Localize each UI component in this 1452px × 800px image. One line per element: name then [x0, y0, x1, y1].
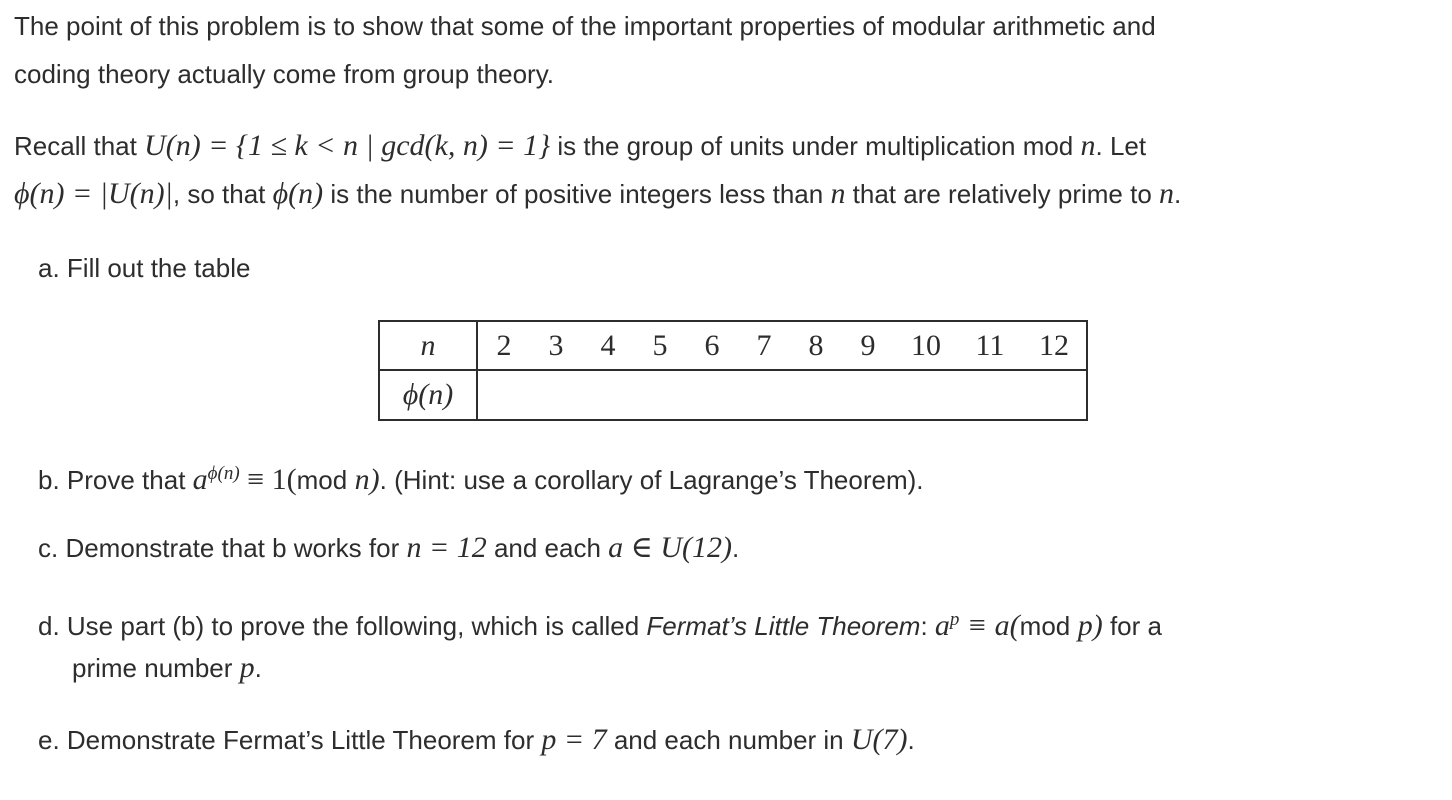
math-n-equals-12: n = 12 — [406, 531, 487, 564]
recall-text-3: . Let — [1095, 131, 1147, 161]
recall-line-2 — [14, 176, 1181, 212]
math-n: n — [830, 177, 846, 210]
part-d-text-3: for a — [1102, 611, 1162, 641]
part-d-text-2: : — [920, 611, 935, 641]
exponent-phi-n: ϕ(n) — [207, 463, 240, 484]
math-a: a — [192, 463, 208, 496]
theorem-name: Fermat’s Little Theorem — [646, 611, 921, 641]
mod-word: mod — [1019, 611, 1071, 641]
part-b-text-2: . (Hint: use a corollary of Lagrange’s Theorem). — [379, 465, 924, 495]
part-c-text-3: . — [732, 533, 740, 563]
table-header-phi: ϕ(n) — [379, 370, 477, 420]
part-e-text-2: and each number in — [606, 725, 851, 755]
table-cell-n: 9 — [842, 321, 894, 370]
math-u7: U(7) — [850, 723, 908, 756]
table-row-n — [379, 321, 1087, 370]
math-a-in-u12: a ∈ U(12) — [608, 531, 733, 564]
part-c — [38, 530, 739, 566]
math-n: n — [1159, 177, 1175, 210]
recall-text-4: , so that — [172, 179, 273, 209]
table-cell-n: 10 — [894, 321, 958, 370]
part-b — [38, 456, 924, 498]
table-cell-n: 7 — [738, 321, 790, 370]
recall-text-2: is the group of units under multiplication mod — [550, 131, 1081, 161]
mod-word: mod — [296, 465, 348, 495]
math-phi-n: ϕ(n) — [272, 177, 324, 210]
part-d-line-2 — [72, 650, 262, 686]
intro-line-1: The point of this problem is to show that some of the important properties of modular arithmetic and — [14, 11, 1156, 41]
part-b-text-1: b. Prove that — [38, 465, 193, 495]
table-row-phi — [379, 370, 1087, 420]
table-cell-n: 12 — [1022, 321, 1087, 370]
math-p-equals-7: p = 7 — [541, 723, 607, 756]
phi-definition: ϕ(n) = |U(n)| — [14, 177, 173, 210]
part-c-text-2: and each — [486, 533, 609, 563]
table-cell-n: 2 — [477, 321, 530, 370]
table-cell-n: 5 — [634, 321, 686, 370]
part-e-text-3: . — [907, 725, 915, 755]
math-n: n — [1080, 129, 1096, 162]
part-a-label: a. Fill out the table — [38, 253, 251, 283]
recall-line-1 — [14, 128, 1146, 164]
intro-line-2: coding theory actually come from group theory. — [14, 59, 555, 89]
table-cell-n: 4 — [582, 321, 634, 370]
recall-text-5: is the number of positive integers less than — [323, 179, 831, 209]
math-p-paren: p) — [1070, 609, 1103, 642]
table-cell-n: 8 — [790, 321, 842, 370]
table-header-n: n — [379, 321, 477, 370]
part-c-text-1: c. Demonstrate that b works for — [38, 533, 407, 563]
table-cell-n: 3 — [530, 321, 582, 370]
units-set-definition: U(n) = {1 ≤ k < n | gcd(k, n) = 1} — [144, 129, 551, 162]
part-d-text-5: . — [254, 653, 262, 683]
table-cell-n: 11 — [958, 321, 1022, 370]
math-n-paren: n) — [347, 463, 380, 496]
phi-table — [378, 320, 1088, 421]
math-p: p — [239, 651, 255, 684]
math-a: a — [934, 609, 950, 642]
part-e — [38, 722, 915, 758]
math-congruent-one: ≡ 1( — [239, 463, 297, 496]
table-cell-n: 6 — [686, 321, 738, 370]
part-d-line-1 — [38, 602, 1162, 644]
recall-text-6: that are relatively prime to — [845, 179, 1160, 209]
part-d-text-1: d. Use part (b) to prove the following, which is called — [38, 611, 647, 641]
part-d-text-4: prime number — [72, 653, 240, 683]
recall-text-7: . — [1174, 179, 1182, 209]
math-congruent-a: ≡ a( — [959, 609, 1020, 642]
table-phi-answer-cells — [477, 370, 1087, 420]
part-e-text-1: e. Demonstrate Fermat’s Little Theorem for — [38, 725, 542, 755]
exponent-p: p — [949, 609, 960, 630]
recall-text-1: Recall that — [14, 131, 145, 161]
